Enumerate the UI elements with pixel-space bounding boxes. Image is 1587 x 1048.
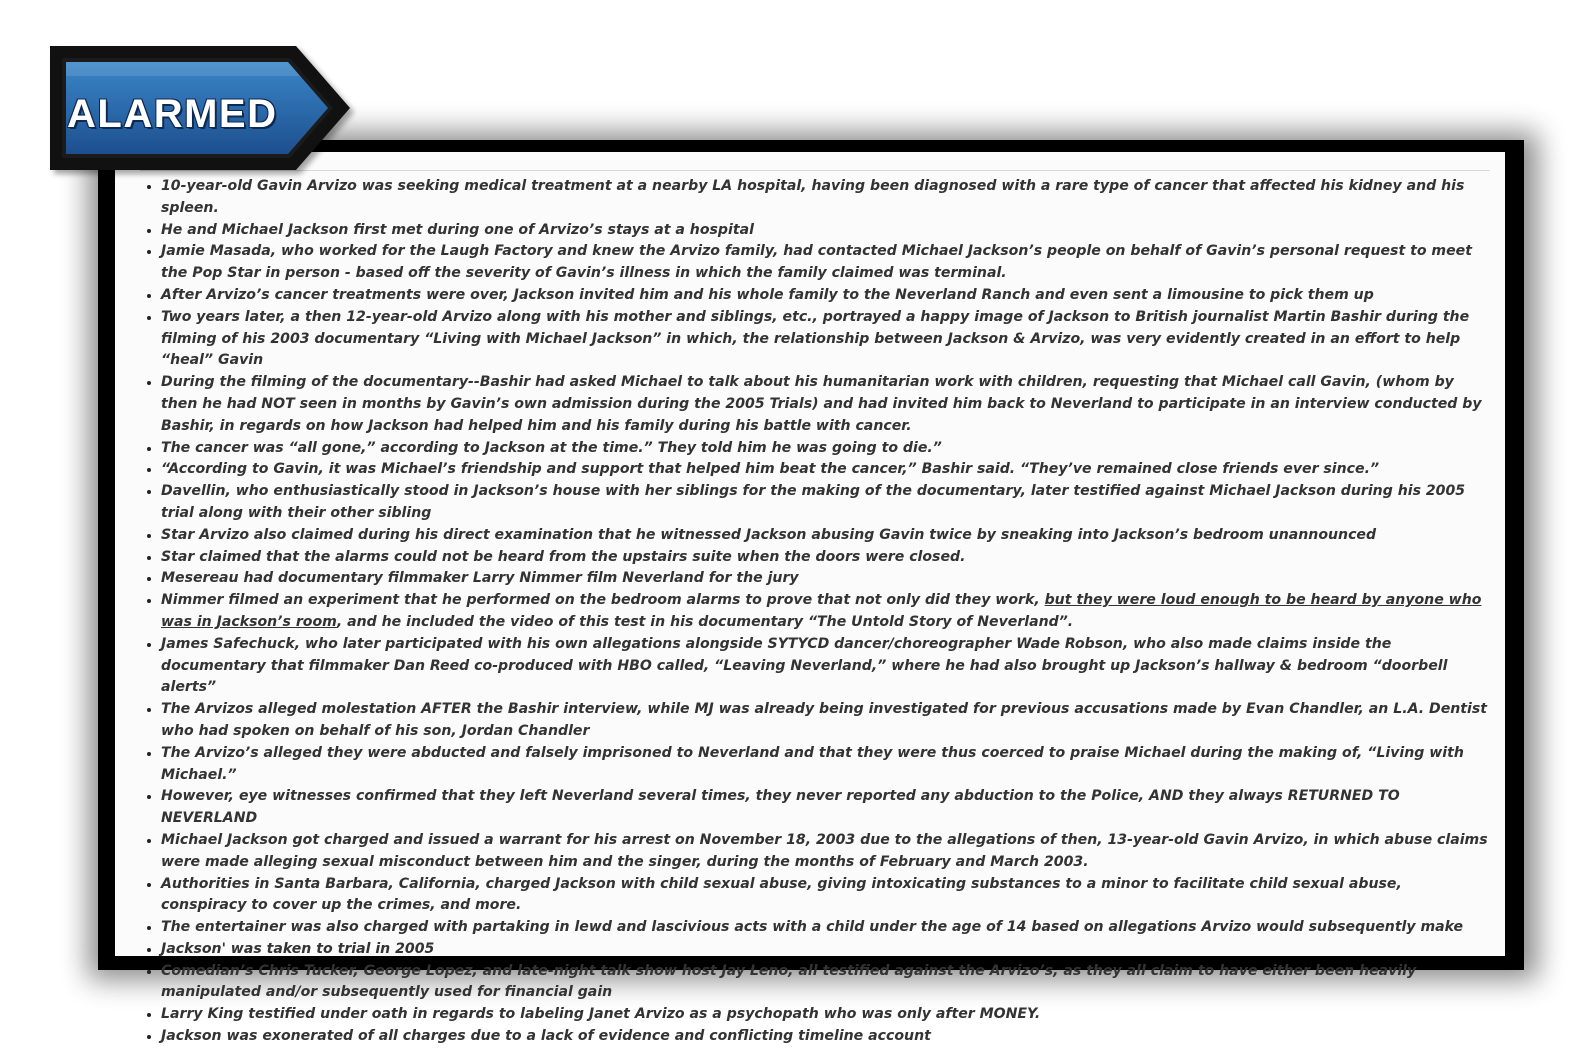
list-item: • During the filming of the documentary--Bashir had asked Michael to talk about his humanitarian work with children, requesting that Michael call Gavin, (whom by then he had NOT seen in months by Gavin’s own admission during the 2005 Trials) and had invited him back to Neverland to participate in an interview conducted by Bashir, in regards on how Jackson had helped him and his family during his battle with cancer. bbox=[161, 372, 1490, 437]
list-item: • Authorities in Santa Barbara, California, charged Jackson with child sexual abuse, giving intoxicating substances to a minor to facilitate child sexual abuse, conspiracy to cover up the crimes, and more. bbox=[161, 874, 1490, 918]
item-text: , and he included the video of this test in his documentary “The Untold Story of Neverland”. bbox=[336, 613, 1074, 630]
list-item: • Star Arvizo also claimed during his direct examination that he witnessed Jackson abusing Gavin twice by sneaking into Jackson’s bedroom unannounced bbox=[161, 525, 1490, 547]
underlined-text: but they were loud enough to be heard by anyone who was in Jackson’s room bbox=[161, 592, 1482, 630]
list-item: • Jamie Masada, who worked for the Laugh Factory and knew the Arvizo family, had contacted Michael Jackson’s people on behalf of Gavin’s personal request to meet the Pop Star in person - based off the severity of Gavin’s illness in which the family claimed was terminal. bbox=[161, 241, 1490, 285]
bullet-list bbox=[140, 176, 1490, 1048]
list-item: • Comedian’s Chris Tucker, George Lopez, and late-night talk show host Jay Leno, all testified against the Arvizo’s, as they all claim to have either been heavily manipulated and/or subsequently used for financial gain bbox=[161, 961, 1490, 1005]
list-item: • However, eye witnesses confirmed that they left Neverland several times, they never reported any abduction to the Police, AND they always RETURNED TO NEVERLAND bbox=[161, 786, 1490, 830]
list-item: • He and Michael Jackson first met during one of Arvizo’s stays at a hospital bbox=[161, 220, 1490, 242]
item-text: Nimmer filmed an experiment that he performed on the bedroom alarms to prove that not only did they work, bbox=[161, 592, 1045, 609]
list-item: • The Arvizos alleged molestation AFTER the Bashir interview, while MJ was already being investigated for previous accusations made by Evan Chandler, an L.A. Dentist who had spoken on behalf of his son, Jordan Chandler bbox=[161, 699, 1490, 743]
list-item: • The entertainer was also charged with partaking in lewd and lascivious acts with a child under the age of 14 based on allegations Arvizo would subsequently make bbox=[161, 917, 1490, 939]
list-item: • “According to Gavin, it was Michael’s friendship and support that helped him beat the cancer,” Bashir said. “They’ve remained close friends ever since.” bbox=[161, 459, 1490, 481]
list-item: • After Arvizo’s cancer treatments were over, Jackson invited him and his whole family to the Neverland Ranch and even sent a limousine to pick them up bbox=[161, 285, 1490, 307]
list-item: • Mesereau had documentary filmmaker Larry Nimmer film Neverland for the jury bbox=[161, 568, 1490, 590]
list-item: • Two years later, a then 12-year-old Arvizo along with his mother and siblings, etc., portrayed a happy image of Jackson to British journalist Martin Bashir during the filming of his 2003 documentary “Living with Michael Jackson” in which, the relationship between Jackson & Arvizo, was very evidently created in an effort to help “heal” Gavin bbox=[161, 307, 1490, 372]
list-item: • Jackson was exonerated of all charges due to a lack of evidence and conflicting timeline account bbox=[161, 1026, 1490, 1048]
list-item: • Star claimed that the alarms could not be heard from the upstairs suite when the doors were closed. bbox=[161, 547, 1490, 569]
list-item: • Davellin, who enthusiastically stood in Jackson’s house with her siblings for the making of the documentary, later testified against Michael Jackson during his 2005 trial along with their other sibling bbox=[161, 481, 1490, 525]
list-item: • 10-year-old Gavin Arvizo was seeking medical treatment at a nearby LA hospital, having been diagnosed with a rare type of cancer that affected his kidney and his spleen. bbox=[161, 176, 1490, 220]
list-item bbox=[161, 590, 1490, 634]
list-item: • Michael Jackson got charged and issued a warrant for his arrest on November 18, 2003 due to the allegations of then, 13-year-old Gavin Arvizo, in which abuse claims were made alleging sexual misconduct between him and the singer, during the months of February and March 2003. bbox=[161, 830, 1490, 874]
badge-label: ALARMED bbox=[67, 92, 278, 136]
list-item: • Jackson' was taken to trial in 2005 bbox=[161, 939, 1490, 961]
list-item: • The cancer was “all gone,” according to Jackson at the time.” They told him he was going to die.” bbox=[161, 438, 1490, 460]
article-body bbox=[140, 176, 1490, 1048]
list-item: • James Safechuck, who later participated with his own allegations alongside SYTYCD dancer/choreographer Wade Robson, who also made claims inside the documentary that filmmaker Dan Reed co-produced with HBO called, “Leaving Neverland,” where he had also brought up Jackson’s hallway & bedroom “doorbell alerts” bbox=[161, 634, 1490, 699]
list-item: • The Arvizo’s alleged they were abducted and falsely imprisoned to Neverland and that they were thus coerced to praise Michael during the making of, “Living with Michael.” bbox=[161, 743, 1490, 787]
alarmed-badge bbox=[40, 40, 360, 180]
list-item: • Larry King testified under oath in regards to labeling Janet Arvizo as a psychopath who was only after MONEY. bbox=[161, 1004, 1490, 1026]
